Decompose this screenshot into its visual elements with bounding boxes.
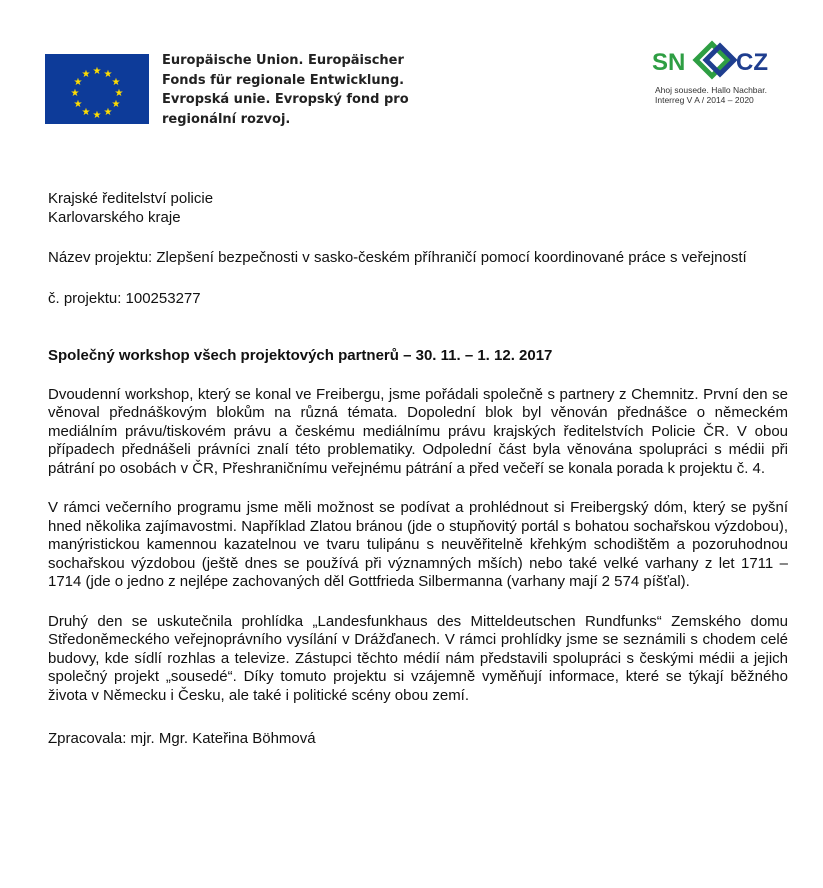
logo-sn-text: SN (652, 49, 686, 76)
document-header (0, 0, 823, 150)
eu-text-line: Europäische Union. Europäischer (162, 53, 404, 68)
svg-text:★: ★ (70, 88, 80, 99)
logo-tagline-2: Interreg V A / 2014 – 2020 (655, 95, 754, 105)
svg-text:★: ★ (73, 99, 83, 110)
svg-text:★: ★ (81, 107, 91, 118)
address-line: Karlovarského kraje (48, 208, 181, 226)
document-body (48, 190, 788, 749)
eu-funding-text (162, 51, 409, 129)
logo-cz-text: CZ (736, 49, 768, 76)
svg-text:★: ★ (92, 66, 102, 77)
logo-tagline-1: Ahoj sousede. Hallo Nachbar. (655, 85, 767, 95)
recipient-address (48, 190, 788, 227)
interreg-sn-cz-logo (652, 38, 777, 118)
eu-stars-icon (45, 54, 149, 124)
eu-flag-logo (45, 54, 149, 124)
paragraph: V rámci večerního programu jsme měli možnost se podívat a prohlédnout si Freibergský dóm, který se pyšní hned několika zajímavostmi. Například Zlatou bránou (jde o stupňovitý portál s bohatou sochařskou výzdobou), manýristickou kamennou kazatelnou ve tvaru tulipánu s neuvěřitelně křehkým schodištěm a pozoruhodnou sochařskou výzdobou (ještě dnes se používá při významných mších) nebo také velké varhany z let 1711 – 1714 (jde o jedno z nejlépe zachovaných děl Gottfrieda Silbermanna (varhany mají 2 574 píšťal). (48, 499, 788, 590)
svg-text:★: ★ (111, 77, 121, 88)
section-heading: Společný workshop všech projektových partnerů – 30. 11. – 1. 12. 2017 (48, 347, 553, 364)
svg-text:★: ★ (81, 69, 91, 80)
eu-text-line: regionální rozvoj. (162, 111, 291, 127)
project-number: č. projektu: 100253277 (48, 289, 201, 307)
svg-text:★: ★ (103, 69, 113, 80)
paragraph: Dvoudenní workshop, který se konal ve Freibergu, jsme pořádali společně s partnery z Chemnitz. První den se věnoval přednáškovým blokům na různá témata. Dopolední blok byl věnován přednášce o německém mediálním právu/tiskovém právu a českému mediálnímu právu krajských ředitelstvích Policie ČR. V obou případech přednášeli právníci znalí této problematiky. Odpolední část byla věnována spolupráci s médii při pátrání po osobách v ČR, Přeshraničnímu veřejnému pátrání a před večeří se konala porada k projektu č. 4. (48, 385, 788, 477)
eu-text-line: Evropská unie. Evropský fond pro (162, 92, 409, 107)
svg-text:★: ★ (92, 110, 102, 121)
svg-text:★: ★ (114, 88, 124, 99)
svg-text:★: ★ (73, 77, 83, 88)
sn-cz-logo-icon (652, 38, 777, 82)
paragraph: Druhý den se uskutečnila prohlídka „Landesfunkhaus des Mitteldeutschen Rundfunks“ Zemského domu Středoněmeckého veřejnoprávního vysílání v Drážďanech. V rámci prohlídky jsme se seznámili s chodem celé budovy, kde sídlí rozhlas a televize. Zástupci těchto médií nám představili spolupráci s českými médii a jejich společný projekt „sousedé“. Díky tomuto projektu si vzájemně vyměňují informace, které se týkají běžného života v Německu i Česku, ale také i politické scény obou zemí. (48, 612, 788, 704)
address-line: Krajské ředitelství policie (48, 190, 214, 207)
project-name: Název projektu: Zlepšení bezpečnosti v sasko-českém příhraničí pomocí koordinované práce s veřejností (48, 249, 747, 266)
svg-text:★: ★ (111, 99, 121, 110)
logo-tagline (655, 85, 767, 105)
author-signature: Zpracovala: mjr. Mgr. Kateřina Böhmová (48, 730, 316, 747)
svg-text:★: ★ (103, 107, 113, 118)
eu-text-line: Fonds für regionale Entwicklung. (162, 72, 405, 88)
